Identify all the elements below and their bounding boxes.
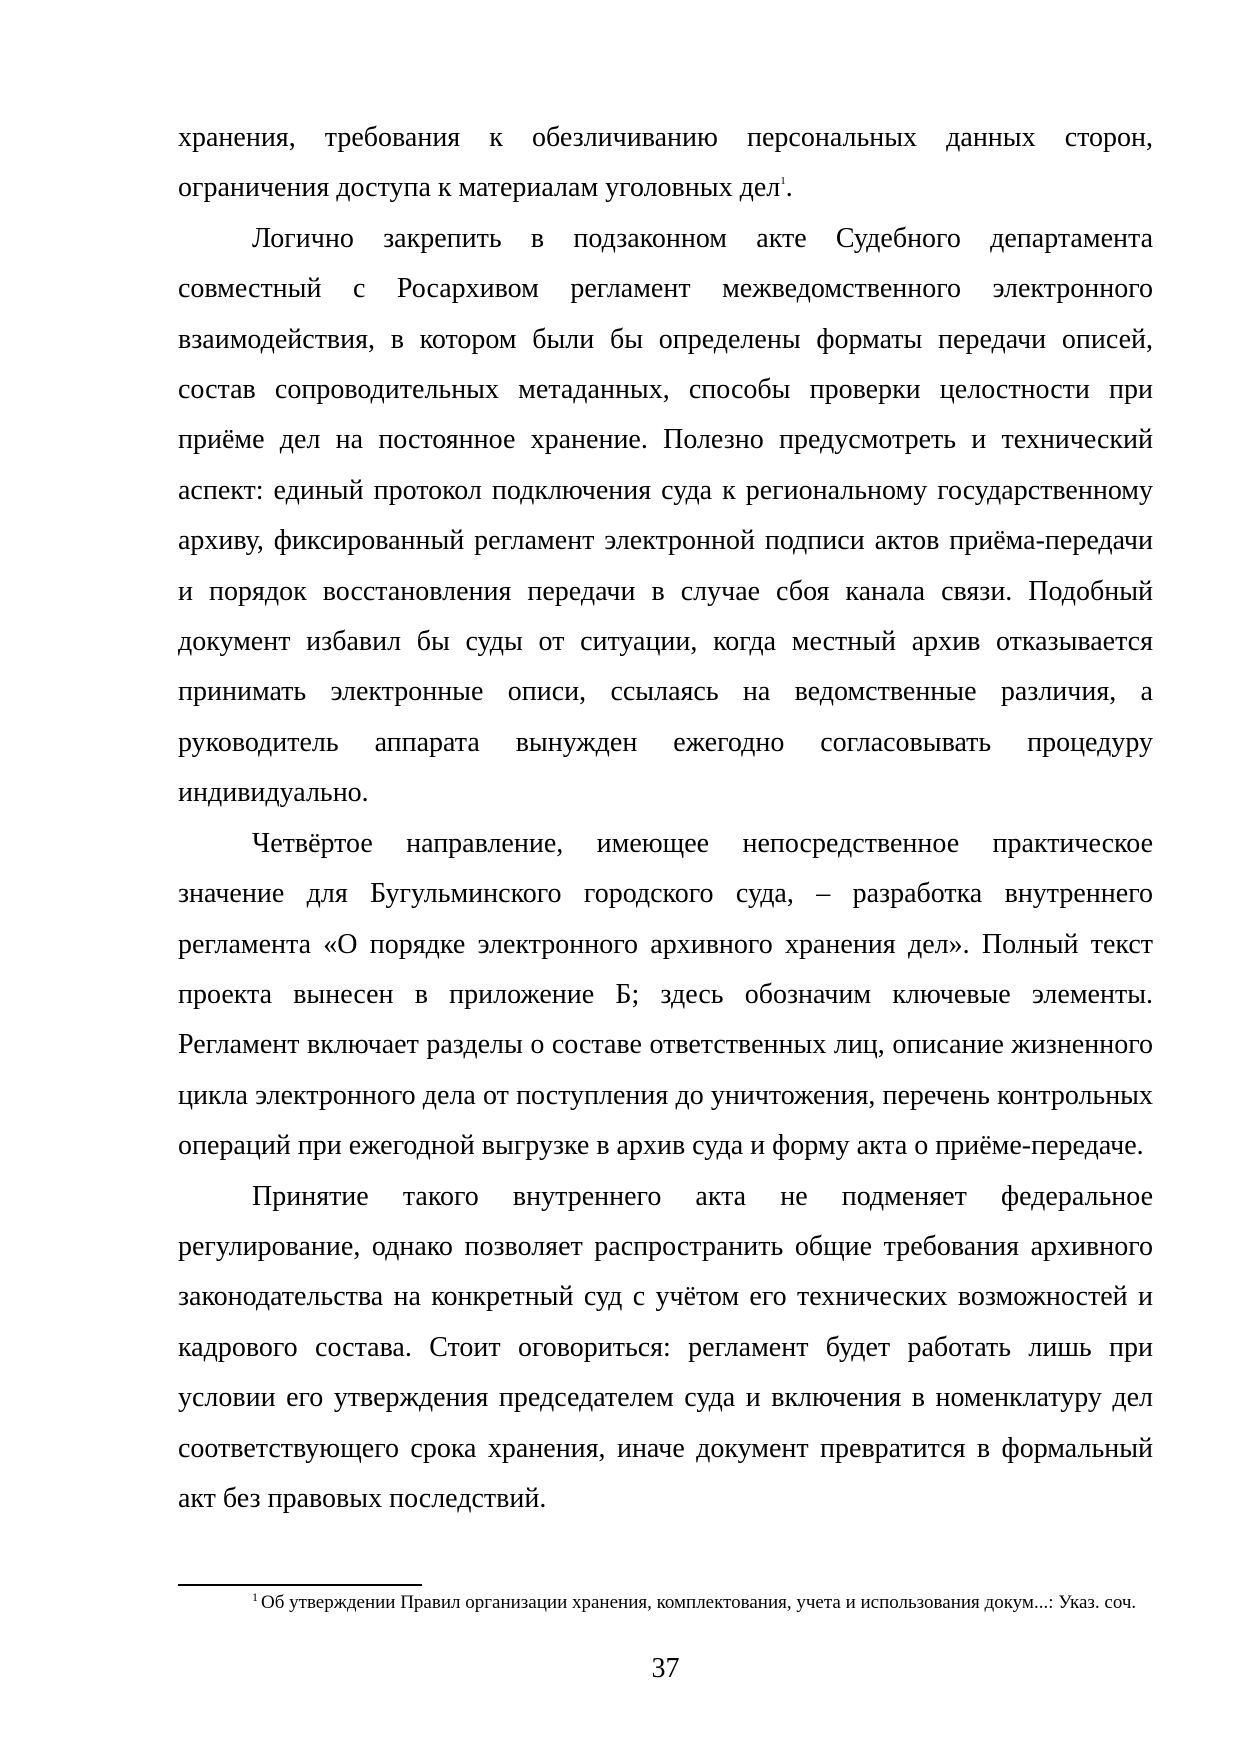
footnote-reference[interactable]: 1 [780, 175, 786, 188]
footnote-number: 1 [252, 1590, 258, 1604]
paragraph-continuation [178, 113, 1153, 214]
paragraph: Логично закрепить в подзаконном акте Судебного департамента совместный с Росархивом регламент межведомственного электронного взаимодействия, в котором были бы определены форматы передачи описей, состав сопроводительных метаданных, способы проверки целостности при приёме дел на постоянное хранение. Полезно предусмотреть и технический аспект: единый протокол подключения суда к региональному государственному архиву, фиксированный регламент электронной подписи актов приёма-передачи и порядок восстановления передачи в случае сбоя канала связи. Подобный документ избавил бы суды от ситуации, когда местный архив отказывается принимать электронные описи, ссылаясь на ведомственные различия, а руководитель аппарата вынужден ежегодно согласовывать процедуру индивидуально. [178, 222, 1153, 809]
footnote-separator [178, 1584, 422, 1586]
body-text [178, 113, 1153, 1524]
footnote-text: Об утверждении Правил организации хранения, комплектования, учета и использования докум...: Указ. соч. [261, 1592, 1137, 1613]
footnote [178, 1590, 1153, 1616]
paragraph-text: хранения, требования к обезличиванию персональных данных сторон, ограничения доступа к материалам уголовных дел [178, 122, 1153, 204]
paragraph-trailing-punctuation: . [785, 172, 793, 204]
page-number: 37 [651, 1653, 680, 1684]
paragraph: Четвёртое направление, имеющее непосредственное практическое значение для Бугульминского городского суда, – разработка внутреннего регламента «О порядке электронного архивного хранения дел». Полный текст проекта вынесен в приложение Б; здесь обозначим ключевые элементы. Регламент включает разделы о составе ответственных лиц, описание жизненного цикла электронного дела от поступления до уничтожения, перечень контрольных операций при ежегодной выгрузке в архив суда и форму акта о приёме-передаче. [178, 827, 1153, 1162]
paragraph: Принятие такого внутреннего акта не подменяет федеральное регулирование, однако позволяет распространить общие требования архивного законодательства на конкретный суд с учётом его технических возможностей и кадрового состава. Стоит оговориться: регламент будет работать лишь при условии его утверждения председателем суда и включения в номенклатуру дел соответствующего срока хранения, иначе документ превратится в формальный акт без правовых последствий. [178, 1180, 1153, 1514]
